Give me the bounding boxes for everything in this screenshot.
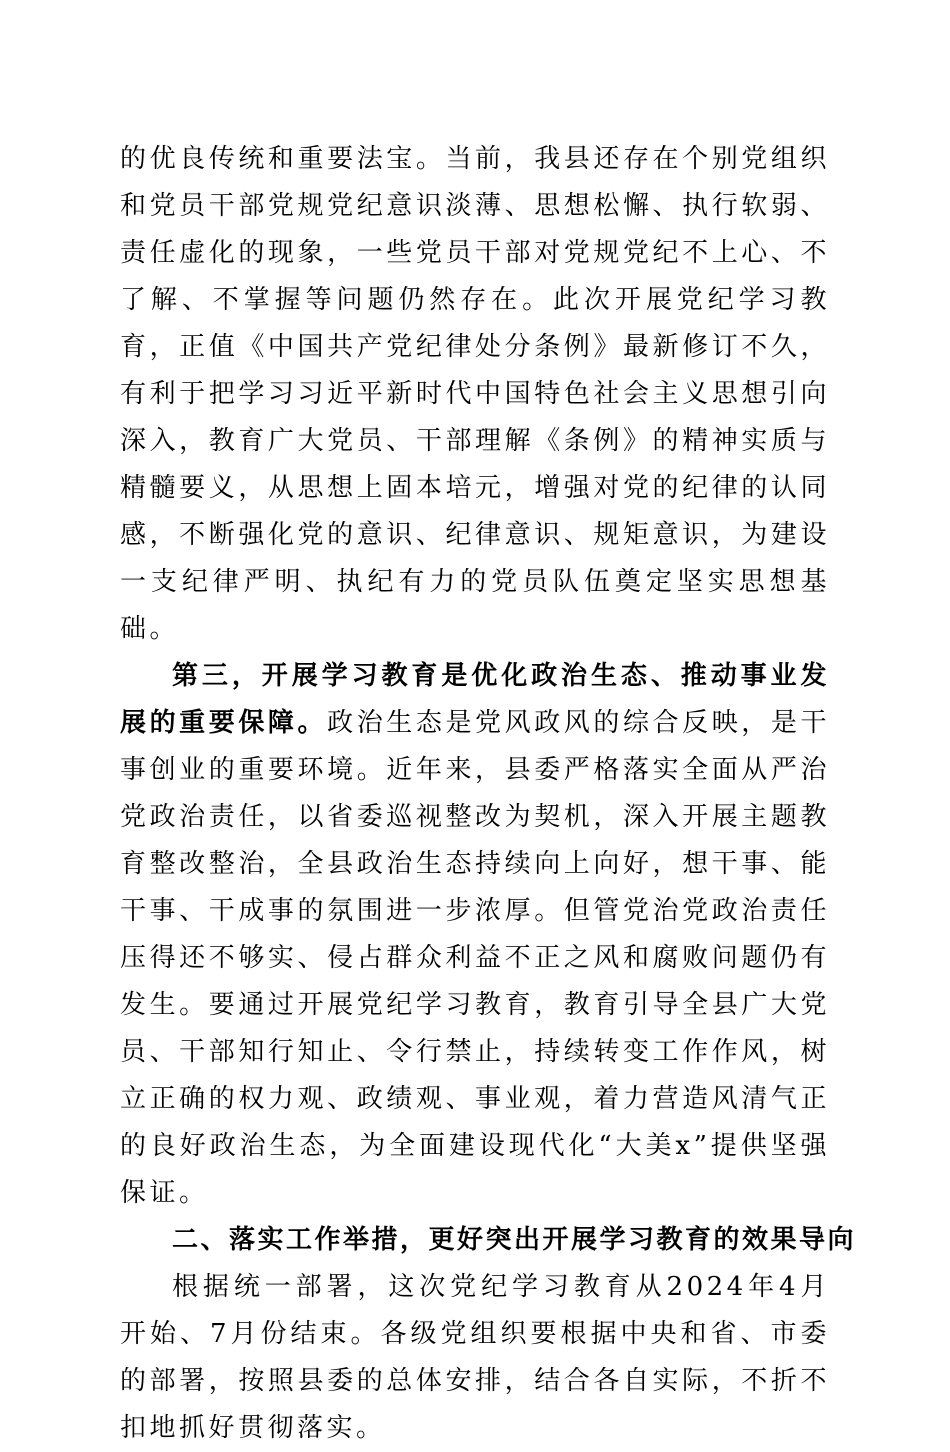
- paragraph-continuation: 的优良传统和重要法宝。当前，我县还存在个别党组织和党员干部党规党纪意识淡薄、思想松懈、执行软弱、责任虚化的现象，一些党员干部对党规党纪不上心、不了解、不掌握等问题仍然存在。此次开展党纪学习教育，正值《中国共产党纪律处分条例》最新修订不久，有利于把学习习近平新时代中国特色社会主义思想引向深入，教育广大党员、干部理解《条例》的精神实质与精髓要义，从思想上固本培元，增强对党的纪律的认同感，不断强化党的意识、纪律意识、规矩意识，为建设一支纪律严明、执纪有力的党员队伍奠定坚实思想基础。: [120, 144, 830, 644]
- paragraph-third-point: [120, 653, 830, 1217]
- paragraph-schedule: 根据统一部署，这次党纪学习教育从2024年4月开始、7月份结束。各级党组织要根据中央和省、市委的部署，按照县委的总体安排，结合各自实际，不折不扣地抓好贯彻落实。: [120, 1272, 830, 1443]
- paragraph-body-text: 政治生态是党风政风的综合反映，是干事创业的重要环境。近年来，县委严格落实全面从严治党政治责任，以省委巡视整改为契机，深入开展主题教育整改整治，全县政治生态持续向上向好，想干事、能干事、干成事的氛围进一步浓厚。但管党治党政治责任压得还不够实、侵占群众利益不正之风和腐败问题仍有发生。要通过开展党纪学习教育，教育引导全县广大党员、干部知行知止、令行禁止，持续转变工作作风，树立正确的权力观、政绩观、事业观，着力营造风清气正的良好政治生态，为全面建设现代化“大美x”提供坚强保证。: [120, 708, 830, 1208]
- section-heading: 二、落实工作举措，更好突出开展学习教育的效果导向: [172, 1225, 857, 1255]
- paragraph-lead-sentence: 第三，开展学习教育是优化政治生态、推动事业发展的重要保障。: [120, 661, 830, 738]
- document-body: [120, 136, 857, 1452]
